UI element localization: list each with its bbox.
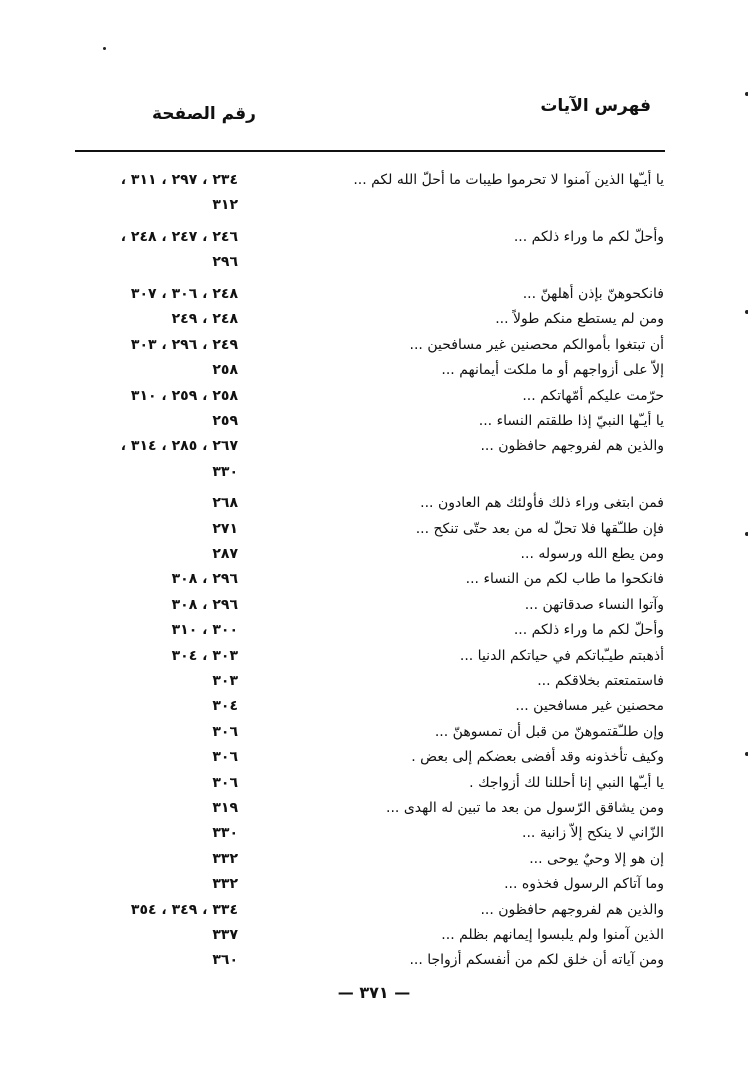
index-row (0, 771, 748, 796)
page-references: ٣١٢ (212, 197, 238, 214)
index-row (0, 193, 748, 225)
verse-text: فإن طلـّقها فلا تحلّ له من بعد حتّى تنكح ... (415, 520, 664, 537)
verse-text: إن هو إلا وحيٌ يوحى ... (529, 850, 664, 867)
index-row (0, 720, 748, 745)
index-row (0, 796, 748, 821)
page-references: ٣٠٦ (212, 774, 238, 791)
index-row (0, 669, 748, 694)
page-references: ٢٤٦ ، ٢٤٧ ، ٢٤٨ ، (120, 228, 238, 245)
index-row (0, 384, 748, 409)
verse-text: والذين هم لفروجهم حافظون ... (480, 438, 664, 455)
index-row (0, 434, 748, 459)
verse-text: فانكحوهنّ بإذن أهلهنّ ... (522, 285, 664, 302)
page-references: ٢٩٦ ، ٣٠٨ (171, 571, 238, 588)
verse-text: والذين هم لفروجهم حافظون ... (480, 901, 664, 918)
header-rule (75, 150, 665, 152)
index-row (0, 898, 748, 923)
page-references: ٣٠٦ (212, 723, 238, 740)
index-row (0, 409, 748, 434)
index-row (0, 225, 748, 250)
verse-text: محصنين غير مسافحين ... (515, 698, 664, 715)
verse-text: وأحلّ لكم ما وراء ذلكم ... (513, 228, 664, 245)
index-row (0, 923, 748, 948)
verse-index-list (0, 168, 748, 974)
page-references: ٣٣٠ (212, 463, 238, 480)
verse-text: ومن يشاقق الرّسول من بعد ما تبين له الهدى ... (386, 799, 664, 816)
verse-text: ومن لم يستطع منكم طولاً ... (495, 311, 664, 328)
page-references: ٢٤٩ ، ٢٩٦ ، ٣٠٣ (130, 336, 238, 353)
index-row (0, 745, 748, 770)
page-references: ٢٣٤ ، ٢٩٧ ، ٣١١ ، (120, 172, 238, 188)
page-references: ٣٣٢ (212, 876, 238, 893)
page-references: ٢٥٨ (212, 362, 238, 379)
index-row (0, 872, 748, 897)
index-row (0, 567, 748, 592)
page-references: ٢٩٦ ، ٣٠٨ (171, 596, 238, 613)
index-row (0, 250, 748, 282)
index-row (0, 542, 748, 567)
index-row (0, 168, 748, 193)
page-references: ٢٦٨ (212, 495, 238, 512)
verse-text: وما آتاكم الرسول فخذوه ... (504, 876, 664, 893)
verse-text: فانكحوا ما طاب لكم من النساء ... (465, 571, 664, 588)
page-references: ٣٣٧ (212, 926, 238, 943)
page-references: ٢٦٧ ، ٢٨٥ ، ٣١٤ ، (120, 438, 238, 455)
verse-text: وإن طلـّقتموهنّ من قبل أن تمسوهنّ ... (434, 723, 664, 740)
scan-speck (103, 47, 106, 50)
index-row (0, 618, 748, 643)
verse-text: الذين آمنوا ولم يلبسوا إيمانهم بظلم ... (441, 926, 664, 943)
verse-text: ومن آياته أن خلق لكم من أنفسكم أزواجا ... (409, 952, 664, 969)
verse-text: يا أيـّها النبي إنا أحللنا لك أزواجك . (469, 774, 664, 791)
index-row (0, 491, 748, 516)
index-row (0, 307, 748, 332)
index-row (0, 282, 748, 307)
verse-text: فمن ابتغى وراء ذلك فأولئك هم العادون ... (420, 495, 664, 512)
page-references: ٣٠٤ (212, 698, 238, 715)
verse-text: أذهبتم طيـّباتكم في حياتكم الدنيا ... (459, 647, 664, 664)
index-row (0, 821, 748, 846)
index-row (0, 948, 748, 973)
verse-text: وكيف تأخذونه وقد أفضى بعضكم إلى بعض . (411, 749, 664, 766)
index-row (0, 517, 748, 542)
page-references: ٣٣٠ (212, 825, 238, 842)
page-references: ٣٠٦ (212, 749, 238, 766)
verse-text: إلاّ على أزواجهم أو ما ملكت أيمانهم ... (441, 362, 664, 379)
verse-text: الزّاني لا ينكح إلاّ زانية ... (522, 825, 664, 842)
page-references: ٢٤٨ ، ٢٤٩ (171, 311, 238, 328)
index-row (0, 694, 748, 719)
page-references: ٣٠٣ (212, 673, 238, 690)
page-references: ٢٩٦ (212, 254, 238, 271)
index-row (0, 333, 748, 358)
index-row (0, 460, 748, 492)
page-references: ٣٠٣ ، ٣٠٤ (171, 647, 238, 664)
page-references: ٢٥٨ ، ٢٥٩ ، ٣١٠ (130, 387, 238, 404)
verse-text: وآتوا النساء صدقاتهن ... (524, 596, 664, 613)
page-references: ٣٣٢ (212, 850, 238, 867)
index-title: فهرس الآيات (540, 96, 651, 116)
verse-text: وأحلّ لكم ما وراء ذلكم ... (513, 622, 664, 639)
verse-text: أن تبتغوا بأموالكم محصنين غير مسافحين ... (409, 336, 664, 353)
page-references: ٣١٩ (212, 799, 238, 816)
page-references: ٢٥٩ (212, 412, 238, 429)
page-references: ٣٦٠ (212, 952, 238, 969)
verse-text: يا أيـّها النبيّ إذا طلقتم النساء ... (478, 412, 664, 429)
index-row (0, 644, 748, 669)
page-column-title: رقم الصفحة (152, 104, 256, 124)
index-row (0, 358, 748, 383)
index-row (0, 847, 748, 872)
page-number: — ٣٧١ — (337, 983, 411, 1002)
page-references: ٣٣٤ ، ٣٤٩ ، ٣٥٤ (130, 901, 238, 918)
page-references: ٢٤٨ ، ٣٠٦ ، ٣٠٧ (130, 285, 238, 302)
verse-text: يا أيـّها الذين آمنوا لا تحرموا طيبات ما أحلّ الله لكم ... (353, 172, 664, 188)
page-references: ٢٧١ (212, 520, 238, 537)
page-references: ٣٠٠ ، ٣١٠ (171, 622, 238, 639)
index-row (0, 593, 748, 618)
verse-text: ومن يطع الله ورسوله ... (520, 546, 664, 563)
page-references: ٢٨٧ (212, 546, 238, 563)
verse-text: فاستمتعتم بخلاقكم ... (537, 673, 664, 690)
verse-text: حرّمت عليكم أمّهاتكم ... (522, 387, 664, 404)
